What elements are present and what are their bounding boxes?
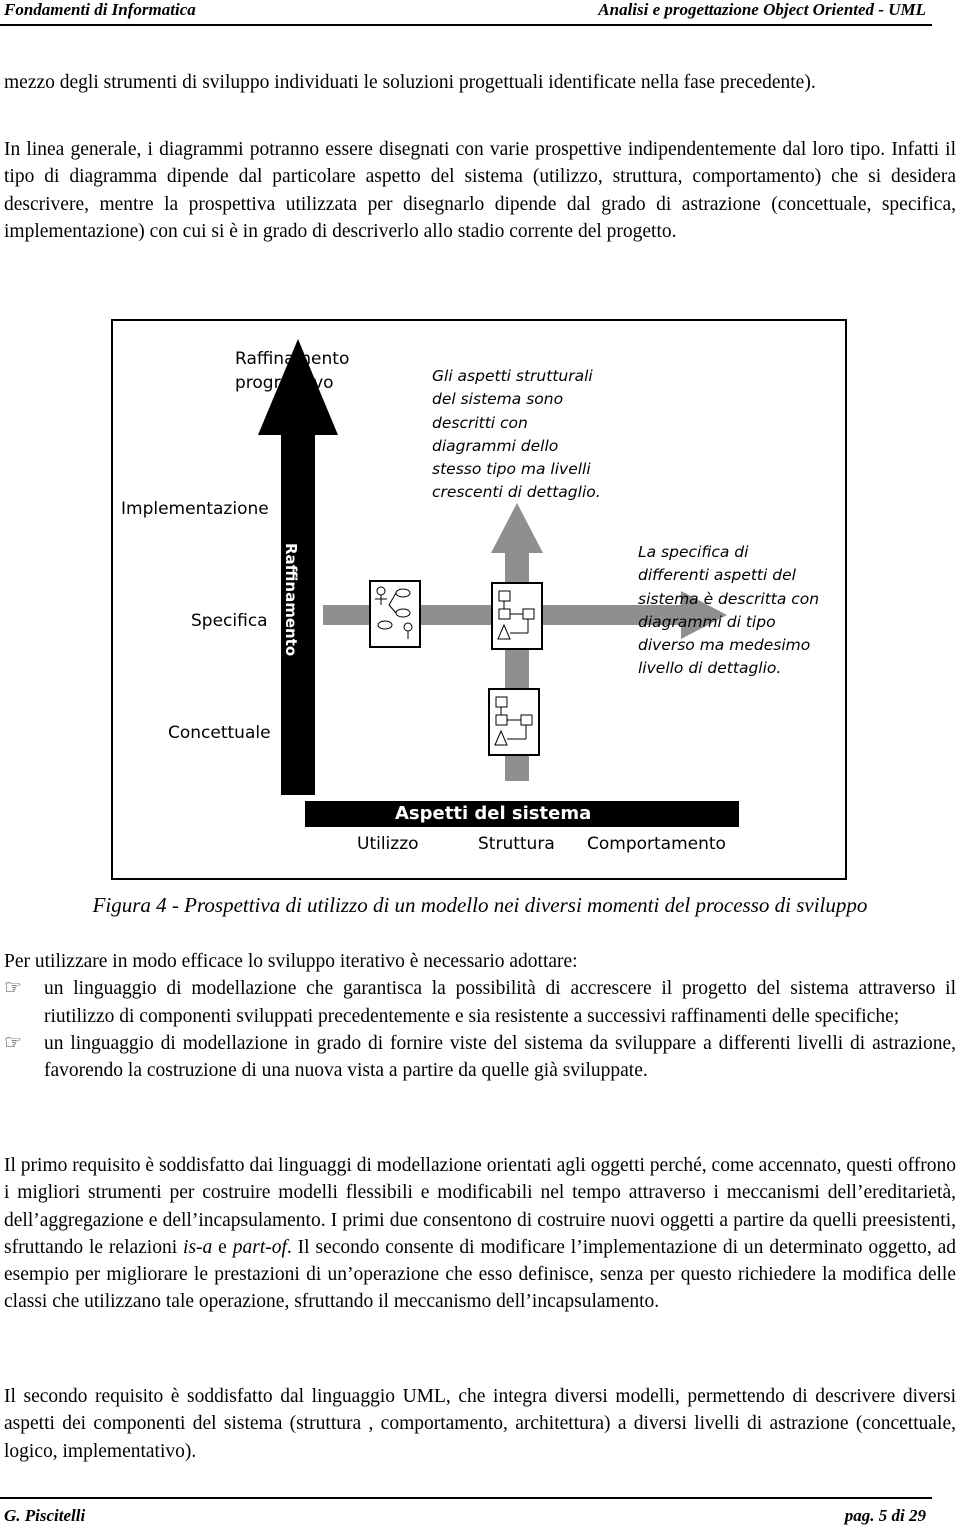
list-item [4, 1030, 956, 1085]
intro-paragraph-2: In linea generale, i diagrammi potranno essere disegnati con varie prospettive indipendentemente dal loro tipo. Infatti il tipo di diagramma dipende dal particolare aspetto del sistema (utilizzo, struttura, comportamento) che si desidera descrivere, mentre la prospettiva utilizzata per disegnarlo dipende dal grado di astrazione (concettuale, specifica, implementazione) con cui si è in grado di descriverlo allo stadio corrente del progetto. [4, 139, 956, 242]
level-conceptual: Concettuale [168, 723, 271, 743]
vertical-grey-arrowhead [491, 503, 543, 553]
requirement-text: un linguaggio di modellazione in grado di fornire viste del sistema da sviluppare a differenti livelli di astrazione, favorendo la costruzione di una nuova vista a partire da quelle già sviluppate. [44, 1032, 956, 1082]
aspect-structure: Struttura [478, 834, 555, 854]
level-specification: Specifica [191, 611, 268, 631]
pointing-hand-icon: ☞ [4, 977, 22, 1000]
body-paragraph-4: Il secondo requisito è soddisfatto dal linguaggio UML, che integra diversi modelli, permettendo di descrivere diversi aspetti dei componenti del sistema (struttura , comportamento, architettura) a diversi livelli di astrazione (concettuale, logico, implementativo). [4, 1386, 956, 1462]
level-implementation: Implementazione [121, 499, 269, 519]
requirements-list [4, 975, 956, 1084]
structural-note-line: del sistema sono [432, 390, 564, 409]
header-chapter-title: Analisi e progettazione Object Oriented - UML [598, 0, 926, 19]
figure-caption: Figura 4 - Prospettiva di utilizzo di un modello nei diversi momenti del processo di sviluppo [92, 893, 868, 917]
aspect-behaviour: Comportamento [587, 834, 726, 854]
specification-note [638, 541, 819, 681]
header-course-title: Fondamenti di Informatica [4, 0, 196, 19]
header-divider [0, 24, 932, 26]
requirements-intro: Per utilizzare in modo efficace lo sviluppo iterativo è necessario adottare: [4, 951, 578, 972]
class-diagram-concept-icon [489, 689, 539, 755]
requirement-text: un linguaggio di modellazione che garantisca la possibilità di accrescere il progetto del sistema attraverso il riutilizzo di componenti sviluppati precedentemente e sia resistente a successivi raffinamenti delle specifiche; [44, 978, 956, 1027]
term-is-a: is-a [183, 1236, 213, 1258]
requirements-section [4, 948, 956, 1084]
spec-note-line: livello di dettaglio. [638, 659, 782, 678]
term-part-of: part-of [232, 1236, 287, 1258]
footer-divider [0, 1497, 932, 1499]
intro-paragraph-1: mezzo degli strumenti di sviluppo individuati le soluzioni progettuali identificate nella fase precedente). [4, 72, 816, 93]
structural-note-line: stesso tipo ma livelli [432, 460, 591, 479]
pointing-hand-icon: ☞ [4, 1031, 22, 1054]
refinement-label [235, 347, 349, 395]
structural-note-line: descritti con [432, 413, 528, 432]
spec-note-line: sistema è descritta con [638, 589, 820, 608]
spec-note-line: diverso ma medesimo [638, 636, 811, 655]
use-case-diagram-icon [370, 581, 420, 647]
paragraph-text: Il primo requisito è soddisfatto dai linguaggi di modellazione orientati agli oggetti perché, come accennato, questi offrono i migliori strumenti per costruire modelli flessibili e modificabili nel tempo attraverso i meccanismi dell’ereditarietà, dell’aggregazione e dell’incapsulamento. I primi due consentono di costruire nuovi oggetti a partire da quelli preesistenti, sfruttando le relazioni [4, 1155, 956, 1258]
structural-note-line: Gli aspetti strutturali [432, 367, 593, 385]
list-item [4, 975, 956, 1030]
system-aspects-title: Aspetti del sistema [395, 803, 592, 824]
refinement-label-line2: progressivo [235, 373, 334, 393]
body-paragraph-3 [4, 1152, 956, 1316]
aspect-usage: Utilizzo [357, 834, 419, 854]
footer-page-number: pag. 5 di 29 [844, 1506, 926, 1525]
footer-author: G. Piscitelli [4, 1506, 86, 1525]
structural-aspects-note [432, 365, 601, 505]
structural-note-line: crescenti di dettaglio. [432, 483, 601, 502]
class-diagram-spec-icon [492, 583, 542, 649]
refinement-label-line1: Raffinamento [235, 349, 350, 369]
paragraph-text: e [212, 1236, 233, 1258]
page-header [0, 0, 960, 24]
spec-note-line: diagrammi di tipo [638, 612, 776, 631]
paragraph-text: . Il secondo consente di modificare l’implementazione di un determinato oggetto, ad esempio per migliorare le prestazioni di un’operazione che esso definisce, senza per questo richiedere la modifica delle classi che utilizzano tale operazione, sfruttando il meccanismo dell’incapsulamento. [4, 1236, 957, 1313]
uml-perspective-figure [111, 319, 847, 880]
spec-note-line: differenti aspetti del [638, 566, 796, 585]
spec-note-line: La specifica di [638, 543, 749, 561]
structural-note-line: diagrammi dello [432, 436, 559, 455]
arrow-vertical-label: Raffinamento [282, 543, 300, 657]
